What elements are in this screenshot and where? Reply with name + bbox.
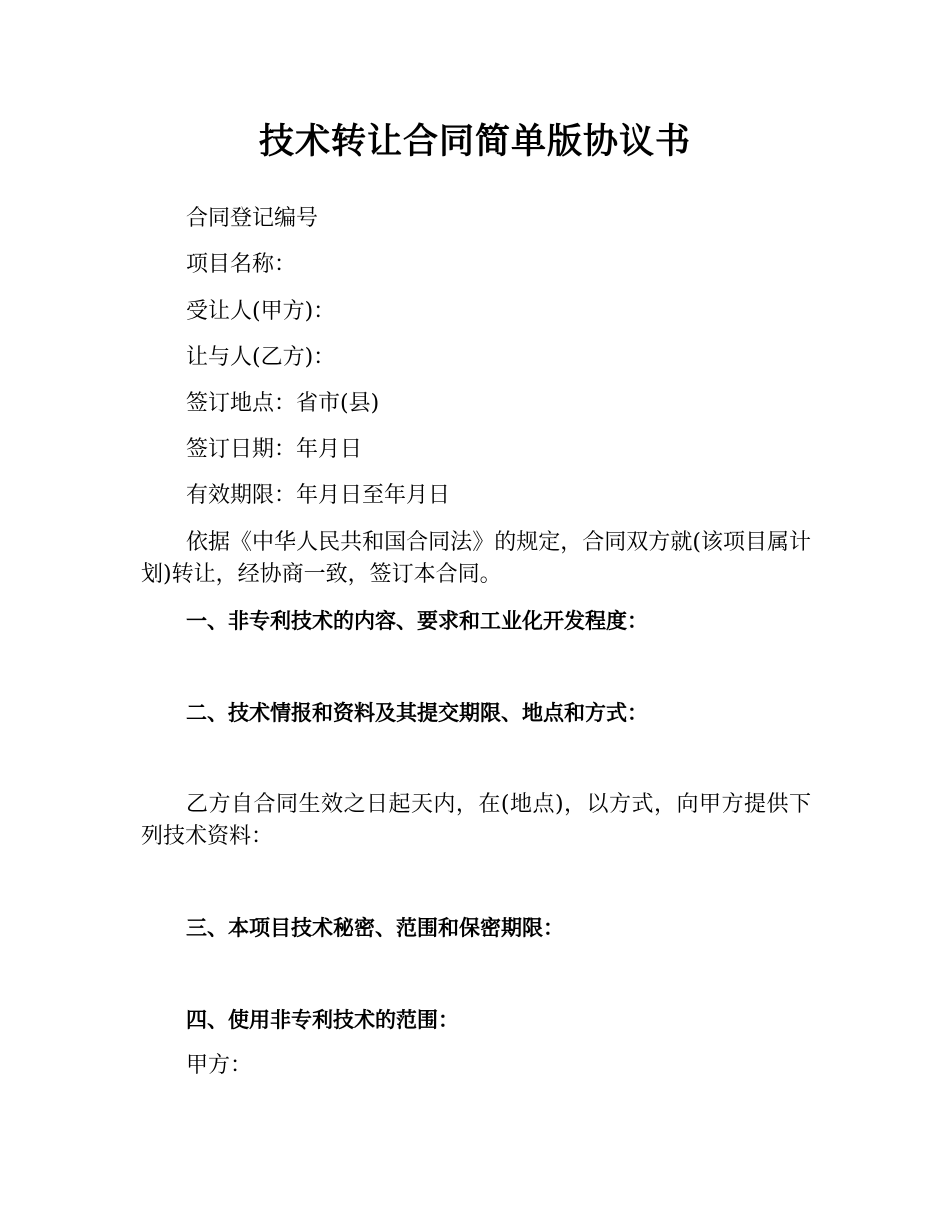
document-title: 技术转让合同简单版协议书 xyxy=(258,122,691,162)
section-body-2: 乙方自合同生效之日起天内，在(地点)，以方式，向甲方提供下列技术资料： xyxy=(141,792,811,849)
section-heading-2: 二、技术情报和资料及其提交期限、地点和方式： xyxy=(186,701,648,725)
field-validity: 有效期限：年月日至年月日 xyxy=(186,483,451,508)
field-project-name: 项目名称： xyxy=(186,252,297,277)
field-signing-place: 签订地点：省市(县) xyxy=(186,391,380,416)
field-signing-date: 签订日期：年月日 xyxy=(186,437,363,462)
field-party-a: 受让人(甲方)： xyxy=(186,299,336,324)
field-party-b: 让与人(乙方)： xyxy=(186,345,336,370)
intro-paragraph: 依据《中华人民共和国合同法》的规定，合同双方就(该项目属计划)转让，经协商一致，签订本合同。 xyxy=(141,530,811,587)
section-heading-3: 三、本项目技术秘密、范围和保密期限： xyxy=(186,916,564,940)
section-heading-4: 四、使用非专利技术的范围： xyxy=(186,1008,459,1032)
field-registration-no: 合同登记编号 xyxy=(186,206,319,231)
section-heading-1: 一、非专利技术的内容、要求和工业化开发程度： xyxy=(186,609,648,633)
section-body-4: 甲方： xyxy=(186,1053,253,1078)
